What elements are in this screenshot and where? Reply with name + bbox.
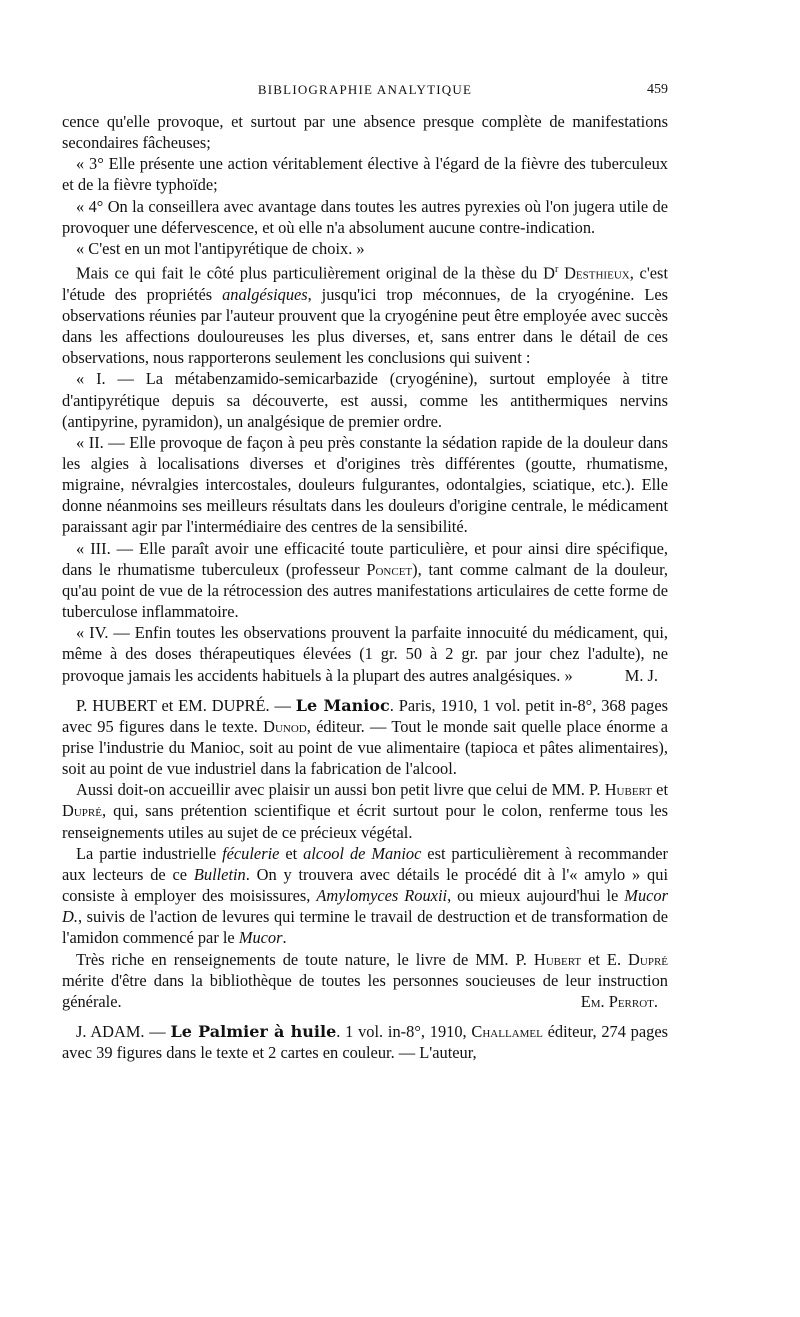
paragraph (62, 622, 668, 685)
running-title: BIBLIOGRAPHIE ANALYTIQUE (257, 82, 473, 97)
paragraph (62, 843, 668, 949)
running-head (62, 79, 668, 101)
text: cence qu'elle provoque, et surtout par une absence presque complète de manifestations secondaires fâcheuses; (62, 112, 668, 153)
paragraph (62, 238, 668, 259)
italic-text: Amylomyces Rouxii (316, 886, 448, 906)
body-text (62, 111, 668, 1063)
paragraph (62, 432, 668, 538)
text: , qui, sans prétention scientifique et écrit surtout pour le colon, renferme tous les renseignements utiles au sujet de ce précieux végétal. (62, 801, 668, 842)
text: « I. — La métabenzamido-semicarbazide (cryogénine), surtout employée à titre d'antipyrétique depuis sa découverte, est aussi, comme les antithermiques nervins (antipyrine, pyramidon), un analgésique de premier ordre. (62, 369, 668, 431)
text: « II. — Elle provoque de façon à peu près constante la sédation rapide de la douleur dans les algies à localisations diverses et d'origines très différentes (goutte, rhumatisme, migraine, névralgies intercostales, douleurs fulgurantes, odontalgies, sciatique, etc.). Elle donne néanmoins ses meilleurs résultats dans les douleurs d'origine centrale, le médicament paraissant agir par l'intermédiaire des centres de la sensibilité. (62, 432, 668, 537)
author-name: Dupré (628, 949, 669, 969)
italic-text: Mucor D. (62, 886, 668, 927)
text: ), tant comme calmant de la douleur, qu'au point de vue de la rétrocession des autres manifestations articulaires de cette forme de tuberculose inflammatoire. (62, 559, 668, 622)
text: , éditeur. — Tout le monde sait quelle place énorme a prise l'industrie du Manioc, soit au point de vue alimentaire (tapioca et pâtes alimentaires), soit au point de vue industriel dans la fabrication de l'alcool. (62, 716, 668, 779)
review-authors: P. HUBERT et EM. DUPRÉ. — (76, 695, 296, 715)
text: « C'est en un mot l'antipyrétique de choix. » (76, 238, 365, 258)
text: et (651, 780, 668, 800)
document-page (62, 0, 668, 1317)
italic-text: féculerie (222, 843, 280, 863)
text: . (282, 928, 287, 948)
text: est particulièrement à recommander aux lecteurs de ce (62, 843, 668, 884)
author-name: Hubert (533, 949, 582, 969)
text: mérite d'être dans la bibliothèque de toutes les personnes soucieuses de leur instruction générale. (62, 970, 668, 1011)
paragraph (62, 259, 668, 368)
text: , c'est l'étude des propriétés (62, 263, 668, 304)
book-title: Le Palmier à huile (170, 1022, 337, 1042)
text: « III. — Elle paraît avoir une efficacité toute particulière, et pour ainsi dire spécifique, dans le rhumatisme tuberculeux (professeur (62, 538, 668, 579)
paragraph (62, 949, 668, 1012)
author-name: Dupré (62, 801, 102, 821)
review-heading (62, 1021, 668, 1063)
text: et (279, 843, 304, 863)
reviewer-signature: M. J. (624, 665, 658, 685)
superscript: r (554, 264, 559, 276)
review-heading (62, 695, 668, 780)
paragraph (62, 538, 668, 623)
text: , ou mieux aujourd'hui le (447, 886, 625, 906)
italic-text: Mucor (238, 928, 283, 948)
italic-text: alcool de Manioc (303, 843, 422, 863)
author-name: Desthieux (564, 263, 630, 283)
text: , suivis de l'action de levures qui termine le travail de destruction et de transformation de l'amidon commencé par le (62, 907, 668, 948)
text: éditeur, 274 pages avec 39 figures dans le texte et 2 cartes en couleur. — L'auteur, (62, 1022, 668, 1063)
paragraph (62, 779, 668, 842)
text: « IV. — Enfin toutes les observations prouvent la parfaite innocuité du médicament, qui, même à des doses thérapeutiques élevées (1 gr. 50 à 2 gr. par jour chez l'adulte), ne provoque jamais les accidents habituels à la plupart des autres analgésiques. » (62, 623, 668, 685)
text: . On y trouvera avec détails le procédé dit à l'« amylo » qui consiste à employer des moisissures, (62, 864, 668, 906)
book-title: Le Manioc (295, 695, 390, 715)
page-number: 459 (647, 82, 668, 97)
text: , jusqu'ici trop méconnues, de la cryogénine. Les observations réunies par l'auteur prouvent que la cryogénine peut être employée avec succès dans les affections douloureuses les plus diverses, et, sans entrer dans le détail de ces observations, nous rapporterons seulement les conclusions qui suivent : (62, 284, 668, 368)
author-name: Hubert (604, 780, 652, 800)
paragraph (62, 111, 668, 153)
author-name: Poncet (366, 559, 413, 579)
paragraph (62, 368, 668, 431)
publisher: Challamel (471, 1022, 543, 1042)
publisher: Dunod (263, 716, 307, 736)
paragraph (62, 196, 668, 238)
text: et E. (581, 949, 629, 969)
italic-text: analgésiques (222, 284, 308, 304)
text: . 1 vol. in-8°, 1910, (336, 1022, 472, 1042)
text: « 3° Elle présente une action véritablement élective à l'égard de la fièvre des tuberculeux et de la fièvre typhoïde; (62, 154, 668, 195)
text: . Paris, 1910, 1 vol. petit in-8°, 368 pages avec 95 figures dans le texte. (62, 695, 669, 736)
paragraph (62, 153, 668, 195)
text: Aussi doit-on accueillir avec plaisir un aussi bon petit livre que celui de MM. P. (76, 780, 605, 800)
text: La partie industrielle (76, 843, 223, 863)
text: « 4° On la conseillera avec avantage dans toutes les autres pyrexies où l'on jugera utile de provoquer une défervescence, et où elle n'a absolument aucune contre-indication. (62, 196, 668, 237)
italic-text: Bulletin (193, 864, 246, 884)
text: Mais ce qui fait le côté plus particulièrement original de la thèse du D (76, 263, 555, 283)
review-authors: J. ADAM. — (76, 1022, 171, 1042)
text: Très riche en renseignements de toute nature, le livre de MM. P. (76, 949, 534, 969)
reviewer-signature: Em. Perrot. (580, 991, 658, 1011)
